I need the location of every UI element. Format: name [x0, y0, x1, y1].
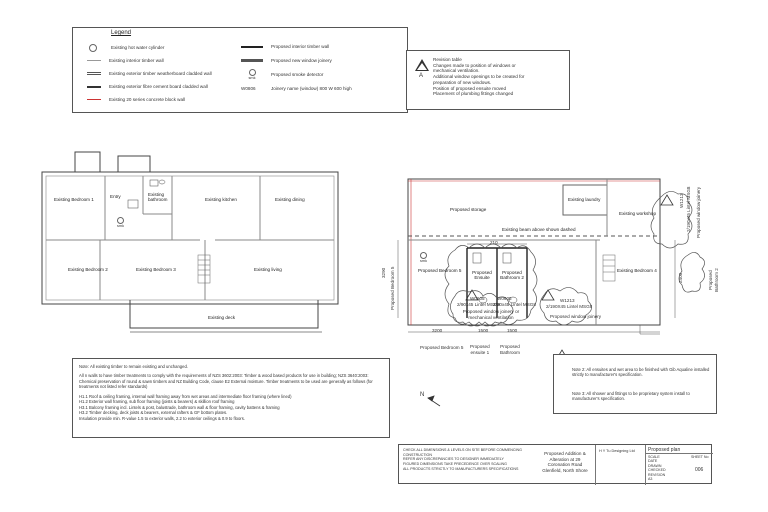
- legend-label: Joinery name (window) 800 W 600 high: [271, 86, 352, 91]
- sheet-no: 006: [695, 467, 704, 473]
- legend-label: Existing exterior timber weatherboard cladded wall: [109, 71, 212, 76]
- room-existing-living: Existing living: [254, 267, 282, 272]
- room-entry: Entry: [110, 194, 121, 199]
- side-label-right-1: Proposed: [708, 270, 713, 290]
- legend-label: Proposed smoke detector: [271, 72, 324, 77]
- window-tag-w1213-b: W1213: [679, 193, 684, 208]
- room-proposed-bathroom-2: Proposed Bathroom 2: [500, 270, 524, 280]
- beam-note: Existing beam above shown dashed: [502, 227, 576, 232]
- room-existing-bedroom-2: Existing Bedroom 2: [68, 267, 108, 272]
- revision-lines: Revision table Changes made to position of windows or mechanical ventilation. Additional window openings to be created for preparation of new windows. Position of proposed ensuite moved Placement of plumbing fittings changed: [433, 57, 525, 97]
- legend-label: Existing exterior fibre cement board cladded wall: [109, 84, 208, 89]
- smoke-detector-icon: smk: [420, 252, 427, 264]
- legend-label: Proposed new window joinery: [271, 58, 332, 63]
- room-existing-kitchen: Existing kitchen: [205, 197, 237, 202]
- window-tag-w0605-b: W0605: [497, 296, 512, 301]
- notes-left-box: Note: All existing timber to remain existing and unchanged. All n walls to have timber treatments to comply with the requirements of NZS 3602:2003: Timber & wood based products for use in building; NZS 3640:2003: Chemical preservation of round & sawn timbers and NZ Building Code, clause E2 External moisture. Timber treatments to be used are generally as follows (for treatments not listed refer standards) H1.1 Roof & ceiling framing, internal wall framing away from wet areas and intermediate floor framing (where lined) H1.2 Exterior wall framing, sub floor framing (joists & bearers) & skillion roof framing H3.1 Balcony framing incl. Lintels & post, balustrade, bathroom wall & floor framing, cavity battens & framing H3.2 Timber decking, deck joists & bearers, external rafters & GF bottom plates. Insulation provide min. R-value 1.5 to exterior walls, 2.2 to exterior ceilings & 0.9 to floors.: [72, 358, 390, 438]
- legend-label: Proposed interior timber wall: [271, 44, 330, 49]
- lintel-note-2: 2/90x45 Lintel MSG8: [493, 302, 536, 307]
- proposed-joinery-note: Proposed window joinery: [550, 314, 602, 319]
- room-existing-bathroom: Existing bathroom: [148, 192, 168, 202]
- side-label-right-2: Bathroom 2: [714, 268, 719, 292]
- smoke-detector-icon: smk: [117, 217, 124, 229]
- north-label: N: [420, 392, 425, 398]
- right-joinery-note: Proposed window joinery: [696, 186, 701, 238]
- room-existing-deck: Existing deck: [208, 315, 236, 320]
- joinery-tag: W0806: [241, 86, 256, 91]
- bottom-label-bathroom: Proposed Bathroom: [500, 344, 520, 355]
- bottom-label-ensuite: Proposed ensuite 1: [470, 344, 490, 355]
- window-tag-w0605-a: W0605: [470, 296, 485, 301]
- revision-symbol: A: [419, 73, 424, 79]
- room-existing-bedroom-3: Existing Bedroom 3: [136, 267, 176, 272]
- company-name: H Y Tu Designing Ltd: [599, 449, 635, 453]
- room-existing-workshop: Existing workshop: [619, 211, 657, 216]
- room-existing-laundry: Existing laundry: [568, 197, 601, 202]
- legend-title: Legend: [111, 30, 132, 36]
- lintel-note-4: 2/190x45 Lintel MSG8: [686, 186, 691, 232]
- dim-2400: 2400: [678, 272, 683, 283]
- room-proposed-ensuite: Proposed Ensuite: [472, 270, 492, 280]
- window-tag-w1213-a: W1213: [560, 298, 575, 303]
- project-address: Proposed Addition & Alteration at 29 Coronation Road Glenfield, North Shore: [542, 451, 588, 474]
- note-2: Note 2: All ensuites and wet area to be finished with Gib Aqualine installed strictly to manufacturer's specification.: [572, 367, 710, 378]
- notes-right-box: [553, 354, 717, 414]
- note-3: Note 3: All shower and fittings to be proprietary system install to manufacturer's specification.: [572, 391, 690, 402]
- dim-3200: 3200: [432, 328, 443, 333]
- sheet-fields: SCALE DATE DRAWN CHECKED REVISION A3: [648, 455, 666, 482]
- dim-210: 210: [490, 240, 498, 245]
- sheet-no-label: SHEET No: [691, 455, 709, 459]
- room-existing-bedroom-4: Existing Bedroom 4: [617, 268, 657, 273]
- dim-1500-a: 1500: [478, 328, 489, 333]
- side-label-left: Proposed Bedroom 5: [390, 266, 395, 310]
- dim-1500-b: 1500: [507, 328, 518, 333]
- room-existing-dining: Existing dining: [275, 197, 305, 202]
- room-proposed-bedroom-5: Proposed Bedroom 5: [418, 268, 462, 273]
- lintel-note-3: 2/190X45 Lintel MSG8: [546, 304, 593, 309]
- bottom-label-bedroom-5: Proposed Bedroom 5: [420, 345, 464, 350]
- lintel-note-1: 2/90x45 Lintel MSG8: [457, 302, 500, 307]
- checks-list: CHECK ALL DIMENSIONS & LEVELS ON SITE BEFORE COMMENCING CONSTRUCTION REFER ANY DISCREPANCIES TO DESIGNER IMMEDIATELY FIGURED DIMENSIONS TAKE PRECEDENCE OVER SCALING ALL PRODUCTS STRICTLY TO MANUFACTURERS SPECIFICATIONS: [403, 448, 522, 471]
- room-proposed-storage: Proposed storage: [450, 207, 487, 212]
- title-block: [398, 444, 712, 484]
- legend-label: Existing 20 series concrete block wall: [109, 97, 186, 102]
- legend-label: Existing hot water cylinder: [111, 45, 165, 51]
- joinery-vent-note: Proposed window joinery or mechanical ventilation: [462, 309, 520, 320]
- sheet-title: Proposed plan: [648, 447, 681, 453]
- dim-3290: 3290: [381, 267, 386, 278]
- room-existing-bedroom-1: Existing Bedroom 1: [54, 197, 94, 202]
- smoke-detector-icon: smk: [241, 69, 263, 81]
- legend-label: Existing interior timber wall: [109, 58, 164, 63]
